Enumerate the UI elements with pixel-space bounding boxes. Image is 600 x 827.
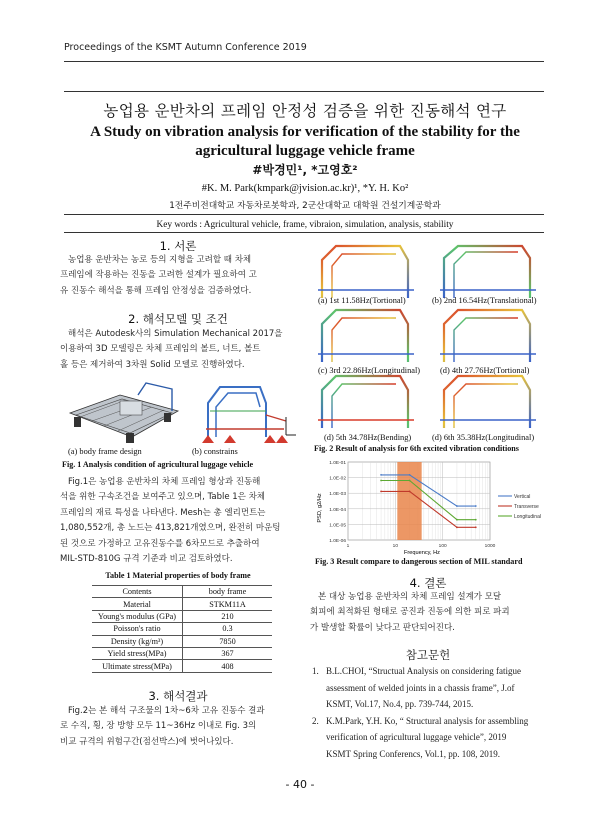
y-tick-label: 1.0E-02: [329, 476, 346, 482]
english-title-line-1: A Study on vibration analysis for verification of the stability for the: [90, 124, 520, 140]
x-tick-label: 1: [346, 544, 350, 549]
reference-item: [312, 663, 552, 713]
danger-band: [397, 462, 421, 540]
x-tick-label: 10: [392, 544, 399, 549]
page-number: - 40 -: [285, 778, 315, 791]
table-row: [92, 598, 272, 610]
legend-label: Transverse: [514, 504, 539, 510]
fig2-label-b: (b) 2nd 16.54Hz(Translational): [432, 296, 537, 305]
korean-authors: #박경민¹, *고영호²: [252, 163, 358, 177]
fig2-label-c: (c) 3rd 22.86Hz(Longitudinal): [318, 366, 421, 375]
english-title-line-2: agricultural luggage vehicle frame: [195, 142, 415, 159]
conclusion-line: 본 대상 농업용 운반차의 차체 프레임 설계가 모달: [318, 592, 502, 602]
reference-line: KSMT, Vol.17, No.4, pp. 739-744, 2015.: [326, 699, 474, 710]
fig1-sub-a: (a) body frame design: [68, 447, 142, 456]
data-point: [456, 505, 458, 507]
results-line: 비교 규격의 위험구간(점선박스)에 벗어나있다.: [60, 736, 234, 747]
body-frame-design-image: [70, 383, 178, 443]
model-heading: 2. 해석모델 및 조건: [128, 312, 228, 326]
korean-title: 농업용 운반차의 프레임 안정성 검증을 위한 진동해석 연구: [103, 102, 507, 120]
mode-6-shape: [440, 376, 536, 428]
keywords-bottom-rule: [64, 232, 544, 233]
keywords: Key words : Agricultural vehicle, frame, vibraion, simulation, analysis, stability: [156, 220, 454, 230]
y-axis-label: PSD, g2/Hz: [317, 493, 323, 523]
reference-line: B.L.CHOI, “Structual Analysis on considering fatigue: [326, 666, 521, 676]
table-cell: Yield stress(MPa): [92, 647, 183, 659]
header-rule: [64, 61, 544, 62]
table-row: [92, 623, 272, 635]
data-point: [409, 491, 411, 493]
model-line: 프레임의 재료 특성을 나타낸다. Mesh는 총 엘리먼트는: [60, 507, 266, 518]
table-cell: 210: [183, 610, 273, 622]
data-point: [409, 480, 411, 482]
conclusion-line: 가 발생할 확률이 낮다고 판단되어진다.: [310, 622, 455, 633]
table-header-row: [92, 586, 272, 598]
model-line: 해석은 Autodesk사의 Simulation Mechanical 2017을: [68, 329, 283, 339]
results-heading: 3. 해석결과: [148, 689, 208, 703]
table-header-cell: body frame: [183, 586, 273, 598]
table-cell: 408: [183, 660, 273, 672]
table-cell: 367: [183, 647, 273, 659]
results-paragraph: [60, 704, 296, 750]
reference-number: 2.: [312, 715, 319, 726]
affiliation: 1전주비전대학교 자동차로봇학과, 2군산대학교 대학원 건설기계공학과: [169, 201, 441, 211]
fig2-mode-shapes: [308, 240, 548, 440]
fig2-label-a: (a) 1st 11.58Hz(Tortional): [318, 296, 406, 305]
table-cell: Material: [92, 598, 183, 610]
table-row: [92, 647, 272, 659]
intro-paragraph: [60, 253, 296, 299]
x-axis-label: Frequency, Hz: [404, 550, 440, 556]
model-line: 이용하여 3D 모델링은 차체 프레임의 볼트, 너트, 볼트: [60, 344, 261, 355]
data-point: [380, 474, 382, 476]
model-line: MIL-STD-810G 규격 기준과 비교 검토하였다.: [60, 554, 233, 565]
data-point: [456, 519, 458, 521]
mode-5-shape: [318, 376, 414, 428]
references-heading: 참고문헌: [405, 648, 451, 662]
table-row: [92, 635, 272, 647]
data-point: [456, 526, 458, 528]
x-tick-label: 100: [438, 544, 447, 549]
mode-1-shape: [318, 246, 414, 298]
results-line: Fig.2는 본 해석 구조물의 1차~6차 고유 진동수 결과: [68, 706, 265, 716]
conclusion-line: 회피에 최적화된 형태로 공진과 진동에 의한 피로 파괴: [310, 607, 510, 618]
intro-line: 농업용 운반차는 농로 등의 지형을 고려할 때 차체: [68, 255, 252, 265]
reference-number: 1.: [312, 666, 319, 676]
table1-caption: Table 1 Material properties of body frame: [105, 571, 251, 580]
fig1-images: [60, 381, 300, 447]
fig3-caption: Fig. 3 Result compare to dangerous section of MIL standard: [315, 557, 523, 566]
english-title: [60, 123, 550, 160]
model-line: Fig.1은 농업용 운반차의 차체 프레임 형상과 진동해: [68, 477, 261, 487]
data-point: [409, 474, 411, 476]
model-line: 홀 등은 제거하여 3차원 Solid 모델로 진행하였다.: [60, 359, 245, 370]
legend-label: Vertical: [514, 494, 531, 500]
table-row: [92, 660, 272, 672]
model-paragraph-2: [60, 475, 296, 567]
data-point: [475, 526, 477, 528]
intro-line: 프레임에 작용하는 진동을 고려한 설계가 필요하여 고: [60, 270, 257, 281]
data-point: [380, 491, 382, 493]
y-tick-label: 1.0E-03: [329, 492, 346, 498]
reference-item: [312, 713, 552, 763]
results-line: 로 수직, 횡, 장 방향 모두 11~36Hz 이내로 Fig. 3의: [60, 721, 257, 732]
fig1-sub-b: (b) constrains: [192, 447, 238, 456]
chart-background: [314, 456, 548, 556]
table-header-cell: Contents: [92, 586, 183, 598]
y-tick-label: 1.0E-04: [329, 507, 346, 513]
fig2-label-d: (d) 4th 27.76Hz(Tortional): [440, 366, 530, 375]
y-tick-label: 1.0E-01: [329, 461, 346, 466]
title-top-rule: [64, 91, 544, 92]
fig2-caption: Fig. 2 Result of analysis for 6th excited vibration conditions: [314, 444, 519, 453]
material-table: [92, 585, 272, 673]
y-tick-label: 1.0E-05: [329, 523, 346, 529]
x-tick-label: 1000: [484, 544, 496, 549]
model-line: 1,080,552개, 총 노드는 413,821개였으며, 완전히 마운팅: [60, 523, 281, 534]
fig1-caption: Fig. 1 Analysis condition of agricultural luggage vehicle: [62, 460, 254, 469]
fig3-psd-chart: [314, 456, 548, 556]
mode-3-shape: [318, 310, 414, 362]
mode-4-shape: [440, 310, 536, 362]
legend-label: Longitudinal: [514, 514, 541, 520]
mode-2-shape: [440, 246, 536, 298]
data-point: [475, 519, 477, 521]
table-cell: 0.3: [183, 623, 273, 635]
model-paragraph-1: [60, 327, 296, 373]
english-authors: #K. M. Park(kmpark@jvision.ac.kr)¹, *Y. H. Ko²: [201, 183, 409, 194]
reference-line: verification of agricultural luggage vehicle”, 2019: [326, 732, 507, 743]
reference-line: K.M.Park, Y.H. Ko, “ Structural analysis for assembling: [326, 715, 529, 726]
reference-line: KSMT Spring Conferencs, Vol.1, pp. 108, 2019.: [326, 748, 501, 759]
table-cell: Young's modulus (GPa): [92, 610, 183, 622]
data-point: [380, 480, 382, 482]
data-point: [475, 505, 477, 507]
table-cell: Density (kg/m³): [92, 635, 183, 647]
constrains-image: [188, 385, 300, 445]
conclusion-paragraph: [310, 590, 546, 636]
proceedings-header: Proceedings of the KSMT Autumn Conference 2019: [64, 42, 307, 53]
model-line: 석을 위한 구속조건을 보여주고 있으며, Table 1은 차체: [60, 492, 266, 503]
table-cell: 7850: [183, 635, 273, 647]
conclusion-heading: 4. 결론: [409, 576, 447, 590]
model-line: 된 것으로 가정하고 고유진동수를 6차모드로 추출하여: [60, 538, 260, 549]
fig2-label-f: (d) 6th 35.38Hz(Longitudinal): [432, 433, 535, 442]
reference-list: [312, 663, 552, 763]
fig2-label-e: (d) 5th 34.78Hz(Bending): [324, 433, 412, 442]
table-row: [92, 610, 272, 622]
keywords-top-rule: [64, 214, 544, 215]
intro-heading: 1. 서론: [159, 239, 197, 253]
reference-line: assessment of welded joints in a chassis frame”, J.of: [326, 682, 515, 693]
y-tick-label: 1.0E-06: [329, 539, 346, 544]
table-cell: STKM11A: [183, 598, 273, 610]
table-cell: Poisson's ratio: [92, 623, 183, 635]
table-cell: Ultimate stress(MPa): [92, 660, 183, 672]
intro-line: 유 진동수 해석을 통해 프레임 안정성을 검증하였다.: [60, 285, 252, 296]
